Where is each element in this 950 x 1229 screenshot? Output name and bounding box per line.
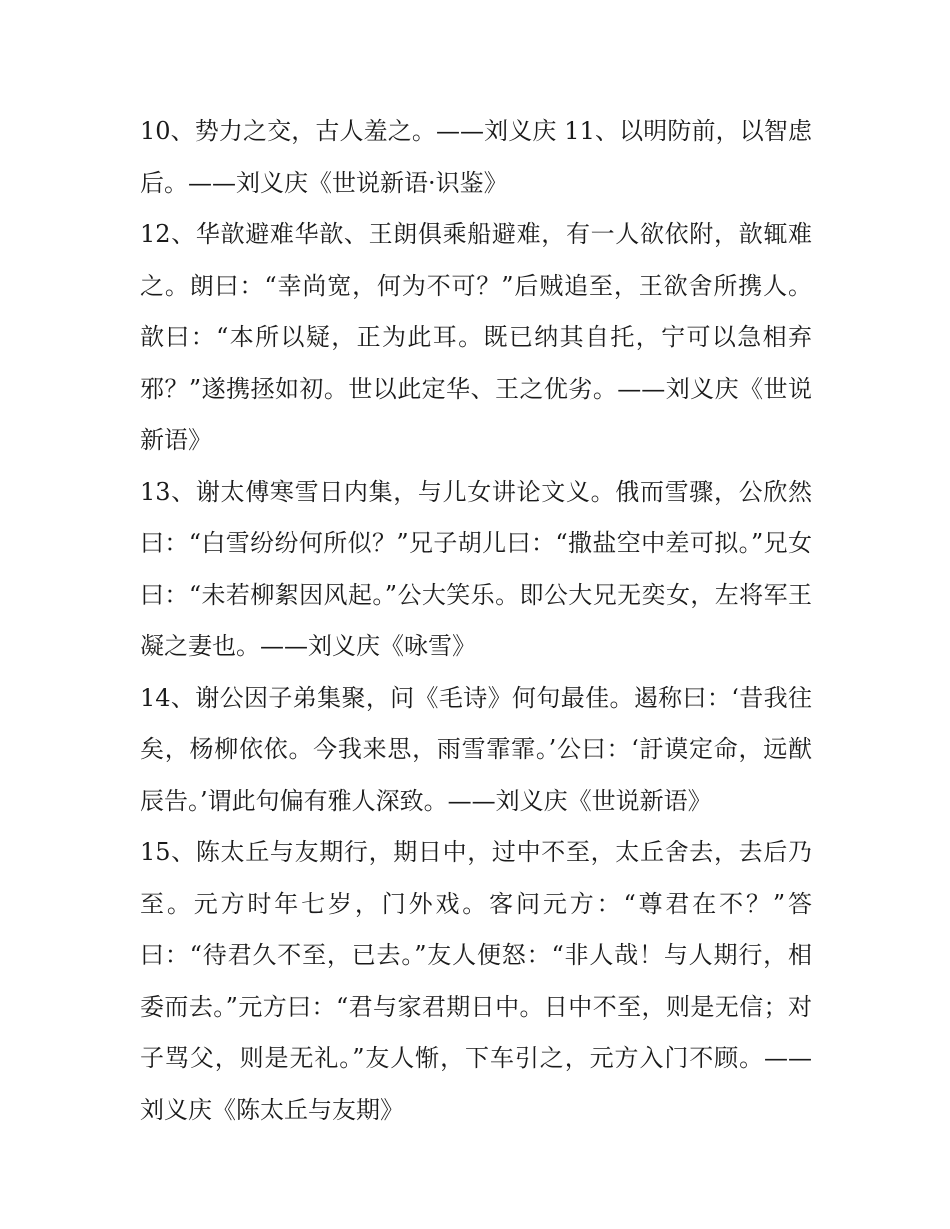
- paragraph-quote-13: 13、谢太傅寒雪日内集，与儿女讲论文义。俄而雪骤，公欣然曰：“白雪纷纷何所似？”兄子胡儿曰：“撒盐空中差可拟。”兄女曰：“未若柳絮因风起。”公大笑乐。即公大兄无奕女，左将军王凝之妻也。——刘义庆《咏雪》: [140, 477, 812, 660]
- document-page: [140, 106, 812, 1136]
- paragraph-quote-12: 12、华歆避难华歆、王朗俱乘船避难，有一人欲依附，歆辄难之。朗曰：“幸尚宽，何为不可？”后贼追至，王欲舍所携人。歆曰：“本所以疑，正为此耳。既已纳其自托，宁可以急相弃邪？”遂携拯如初。世以此定华、王之优劣。——刘义庆《世说新语》: [140, 220, 812, 454]
- paragraph-quote-14: 14、谢公因子弟集聚，问《毛诗》何句最佳。遏称曰：‘昔我往矣，杨柳依依。今我来思，雨雪霏霏。’公曰：‘訏谟定命，远猷辰告。’谓此句偏有雅人深致。——刘义庆《世说新语》: [140, 683, 812, 815]
- paragraph-quote-10-11: 10、势力之交，古人羞之。——刘义庆 11、以明防前，以智虑后。——刘义庆《世说新语·识鉴》: [140, 117, 812, 197]
- paragraph-quote-15: 15、陈太丘与友期行，期日中，过中不至，太丘舍去，去后乃至。元方时年七岁，门外戏。客问元方：“尊君在不？”答曰：“待君久不至，已去。”友人便怒：“非人哉！与人期行，相委而去。”元方曰：“君与家君期日中。日中不至，则是无信；对子骂父，则是无礼。”友人惭，下车引之，元方入门不顾。——刘义庆《陈太丘与友期》: [140, 838, 812, 1124]
